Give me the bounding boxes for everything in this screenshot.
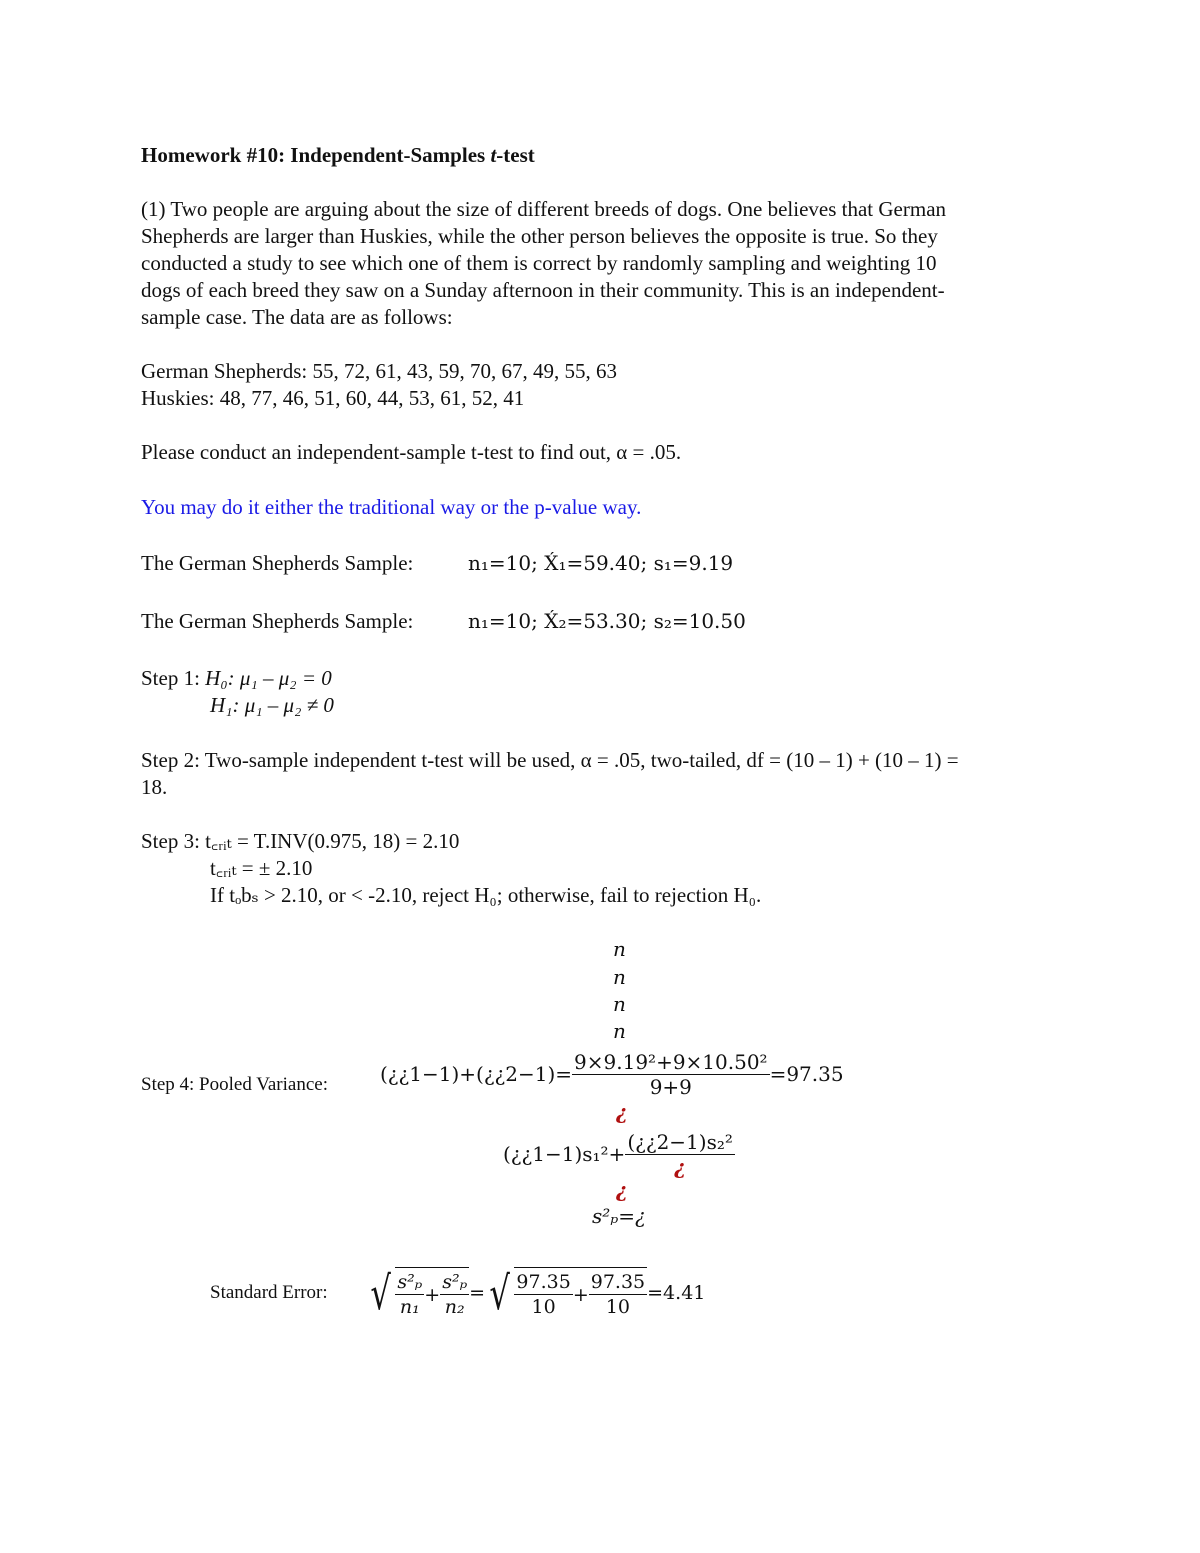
question-line-3: conducted a study to see which one of them is correct by randomly sampling and weighting 10 — [141, 251, 937, 275]
n-stack-1: n — [613, 937, 626, 961]
page-title — [141, 142, 535, 169]
n-stack-4: n — [613, 1019, 626, 1043]
pv-line2-fraction — [625, 1130, 735, 1179]
instruction: Please conduct an independent-sample t-test to find out, α = .05. — [141, 440, 682, 464]
se-term2-den: n₂ — [444, 1296, 465, 1318]
step3-line-2: t꜀ᵣᵢₜ = ± 2.10 — [210, 856, 313, 880]
step1-label: Step 1: — [141, 666, 206, 690]
sqrt-sign-1: √ — [370, 1266, 391, 1320]
data-german-shepherds: German Shepherds: 55, 72, 61, 43, 59, 70, 67, 49, 55, 63 — [141, 359, 617, 383]
sample2-formula: n₁=10; X́₂=53.30; s₂=10.50 — [468, 609, 746, 633]
se-label: Standard Error: — [210, 1282, 328, 1303]
sqrt-sign-2: √ — [489, 1266, 511, 1320]
step2-line-1: Step 2: Two-sample independent t-test will be used, α = .05, two-tailed, df = (10 – 1) + (10 – 1) = — [141, 748, 959, 772]
data-huskies: Huskies: 48, 77, 46, 51, 60, 44, 53, 61, 52, 41 — [141, 386, 525, 410]
step3-line-3: If tₒbₛ > 2.10, or < -2.10, reject H₀; otherwise, fail to rejection H₀. — [210, 883, 762, 907]
sqrt-body-1: $\frac{\text{s²ₚ}}{\text{n₁}}$ + $\frac{\text{s²ₚ}}{\text{n₂}}$ — [395, 1267, 469, 1319]
alt-hypothesis: H₁: μ₁ – μ₂ ≠ 0 — [210, 693, 334, 717]
pv-line2-left: (¿¿1−1)s₁²+ — [503, 1142, 626, 1166]
pv-line2-denominator: ¿ — [674, 1154, 686, 1179]
step3-label: Step 3: — [141, 829, 206, 853]
red-mark-2: ¿ — [616, 1178, 628, 1202]
title-text: Homework #10: Independent-Samples — [141, 143, 491, 167]
question-line-2: Shepherds are larger than Huskies, while the other person believes the opposite is true. So they — [141, 224, 938, 248]
standard-error-formula: √ $\frac{\text{s²ₚ}}{\text{n₁}}$ + $\frac{\text{s²ₚ}}{\text{n₂}}$ = √ $\frac{97.35}{10}$ + $\frac{97.35}{10}$ =4.41 — [370, 1266, 706, 1320]
n-stack-3: n — [613, 992, 626, 1016]
method-note: You may do it either the traditional way or the p-value way. — [141, 495, 642, 519]
pooled-variance-formula — [380, 1046, 844, 1102]
se-value-1 — [514, 1270, 572, 1319]
step1 — [141, 665, 332, 692]
se-result: =4.41 — [647, 1282, 706, 1304]
se-term2-num: s²ₚ — [442, 1271, 468, 1293]
se-value2-num: 97.35 — [590, 1271, 646, 1293]
pv-line-2 — [503, 1126, 735, 1182]
t-crit-formula: t꜀ᵣᵢₜ = T.INV(0.975, 18) = 2.10 — [205, 829, 460, 853]
title-suffix: -test — [496, 143, 535, 167]
se-term1-den: n₁ — [399, 1296, 420, 1318]
se-value1-den: 10 — [531, 1296, 556, 1318]
pv-numerator: 9×9.19²+9×10.50² — [574, 1049, 768, 1074]
null-hypothesis: H₀: μ₁ – μ₂ = 0 — [205, 666, 332, 690]
sample2-label: The German Shepherds Sample: — [141, 609, 414, 633]
pv-lhs: (¿¿1−1)+(¿¿2−1)= — [380, 1062, 573, 1086]
n-stack-2: n — [613, 965, 626, 989]
pv-line2-numerator: (¿¿2−1)s₂² — [627, 1129, 733, 1154]
title-t: t — [490, 143, 497, 167]
sqrt-body-2: $\frac{97.35}{10}$ + $\frac{97.35}{10}$ — [514, 1267, 647, 1319]
step3-line-1 — [141, 828, 459, 855]
pv-result: =97.35 — [769, 1062, 844, 1086]
question-line-5: sample case. The data are as follows: — [141, 305, 453, 329]
se-term1-num: s²ₚ — [397, 1271, 423, 1293]
se-term-2 — [440, 1270, 469, 1319]
red-mark-1: ¿ — [616, 1100, 628, 1124]
se-value1-num: 97.35 — [516, 1271, 571, 1293]
sample1-label: The German Shepherds Sample: — [141, 551, 414, 575]
pv-line-3: s²ₚ=¿ — [592, 1204, 646, 1228]
sample1-formula: n₁=10; X́₁=59.40; s₁=9.19 — [468, 551, 734, 575]
se-term-1 — [395, 1270, 424, 1319]
se-value2-den: 10 — [605, 1296, 631, 1318]
pv-fraction — [572, 1050, 770, 1099]
step2-line-2: 18. — [141, 775, 168, 799]
question-line-4: dogs of each breed they saw on a Sunday afternoon in their community. This is an independent- — [141, 278, 945, 302]
step4-label: Step 4: Pooled Variance: — [141, 1074, 328, 1095]
question-line-1: (1) Two people are arguing about the size of different breeds of dogs. One believes that German — [141, 197, 947, 221]
se-value-2 — [589, 1270, 647, 1319]
pv-denominator: 9+9 — [649, 1074, 692, 1099]
